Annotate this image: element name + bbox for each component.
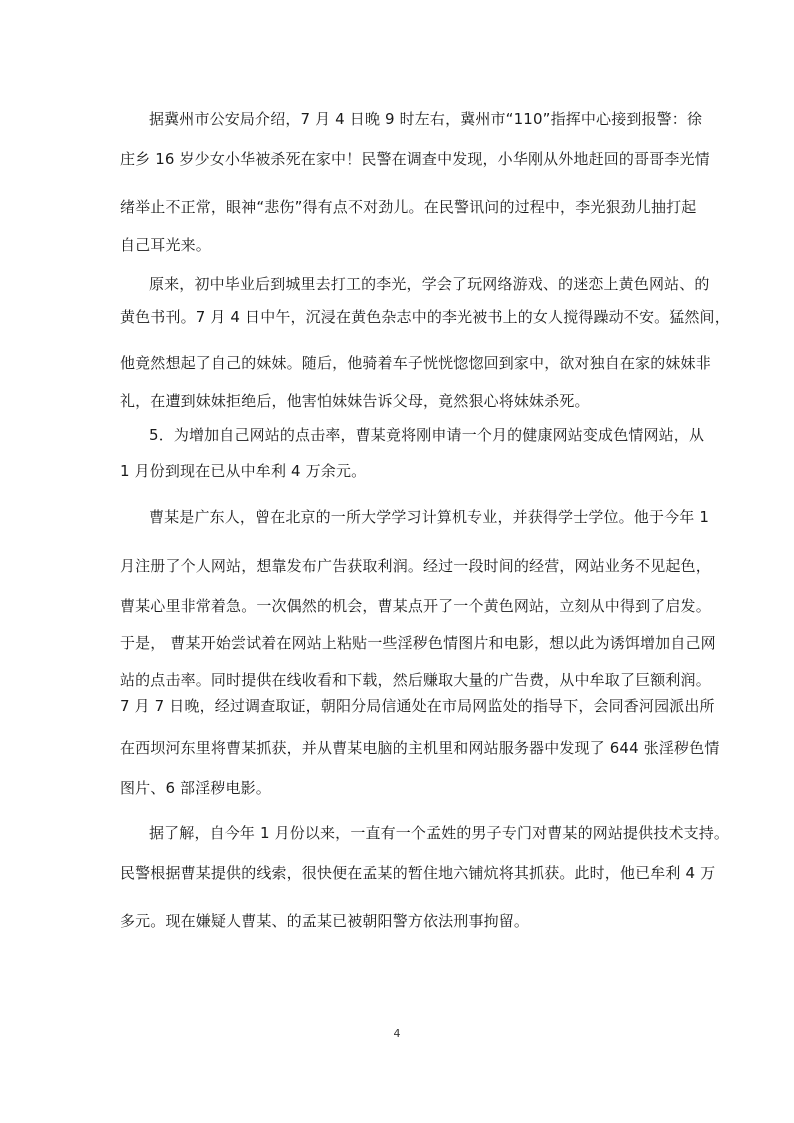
text-line-19: 据了解，自今年 1 月份以来，一直有一个孟姓的男子专门对曹某的网站提供技术支持。 <box>149 824 730 842</box>
text-line-10: 1 月份到现在已从中牟利 4 万余元。 <box>120 462 367 480</box>
text-line-12: 月注册了个人网站，想靠发布广告获取利润。经过一段时间的经营，网站业务不见起色， <box>120 557 711 575</box>
text-line-1: 据冀州市公安局介绍，7 月 4 日晚 9 时左右，冀州市“110”指挥中心接到报警：徐 <box>149 110 703 128</box>
text-line-4: 自己耳光来。 <box>120 236 211 254</box>
page-number: 4 <box>393 1027 401 1040</box>
text-line-9: 5．为增加自己网站的点击率，曹某竟将刚申请一个月的健康网站变成色情网站，从 <box>149 426 705 444</box>
text-line-13: 曹某心里非常着急。一次偶然的机会，曹某点开了一个黄色网站，立刻从中得到了启发。 <box>120 597 711 615</box>
text-line-11: 曹某是广东人，曾在北京的一所大学学习计算机专业，并获得学士学位。他于今年 1 <box>149 508 710 526</box>
text-line-15: 站的点击率。同时提供在线收看和下载，然后赚取大量的广告费，从中牟取了巨额利润。 <box>120 671 711 689</box>
text-line-5: 原来，初中毕业后到城里去打工的李光，学会了玩网络游戏、的迷恋上黄色网站、的 <box>149 275 710 293</box>
text-line-8: 礼，在遭到妹妹拒绝后，他害怕妹妹告诉父母，竟然狠心将妹妹杀死。 <box>120 392 590 410</box>
text-line-6: 黄色书刊。7 月 4 日中午，沉浸在黄色杂志中的李光被书上的女人搅得躁动不安。猛然间， <box>120 308 730 326</box>
text-line-16: 7 月 7 日晚，经过调查取证，朝阳分局信通处在市局网监处的指导下，会同香河园派出所 <box>120 697 715 715</box>
text-line-7: 他竟然想起了自己的妹妹。随后，他骑着车子恍恍惚惚回到家中，欲对独自在家的妹妹非 <box>120 354 711 372</box>
text-line-21: 多元。现在嫌疑人曹某、的孟某已被朝阳警方依法刑事拘留。 <box>120 912 530 930</box>
text-line-20: 民警根据曹某提供的线索，很快便在孟某的暂住地六铺炕将其抓获。此时，他已牟利 4 万 <box>120 864 716 882</box>
text-line-18: 图片、6 部淫秽电影。 <box>120 779 271 797</box>
text-line-2: 庄乡 16 岁少女小华被杀死在家中！民警在调查中发现，小华刚从外地赶回的哥哥李光情 <box>120 150 710 168</box>
text-line-17: 在西坝河东里将曹某抓获，并从曹某电脑的主机里和网站服务器中发现了 644 张淫秽色情 <box>120 739 720 757</box>
text-line-3: 绪举止不正常，眼神“悲伤”得有点不对劲儿。在民警讯问的过程中，李光狠劲儿抽打起 <box>120 198 697 216</box>
text-line-14: 于是， 曹某开始尝试着在网站上粘贴一些淫秽色情图片和电影，想以此为诱饵增加自己网 <box>120 634 716 652</box>
